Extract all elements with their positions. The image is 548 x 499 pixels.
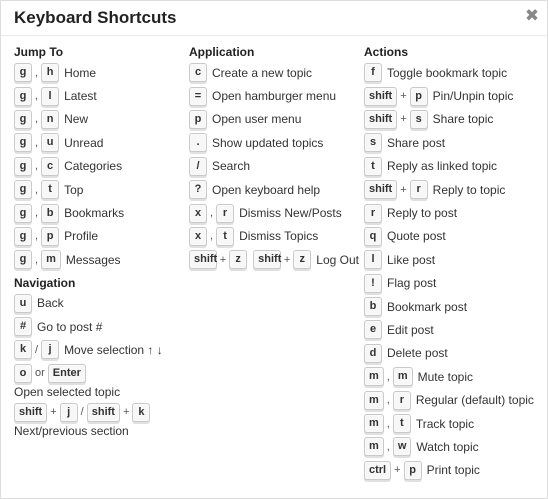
key-separator: , (35, 90, 39, 103)
shortcut-row (364, 225, 544, 248)
key-cap: p (410, 87, 428, 106)
shortcut-description: Toggle bookmark topic (387, 65, 508, 80)
key-cap: ctrl (364, 461, 391, 480)
key-cap: m (364, 367, 384, 386)
key-cap: m (364, 437, 384, 456)
shortcut-row (364, 272, 544, 295)
shortcut-row (189, 131, 359, 154)
shortcut-row (189, 248, 359, 271)
key-cap: x (189, 227, 207, 246)
shortcut-description: Reply to topic (432, 182, 506, 197)
key-cap: k (132, 403, 150, 422)
shortcut-row (14, 155, 179, 178)
key-separator: + (394, 464, 401, 477)
shortcut-row (14, 362, 179, 401)
shortcut-row (364, 388, 544, 411)
shortcut-row (364, 201, 544, 224)
key-separator: + (283, 253, 291, 266)
shortcut-row (14, 292, 179, 315)
shortcut-row (14, 61, 179, 84)
shortcut-row (14, 178, 179, 201)
key-cap: r (410, 180, 428, 199)
shortcut-row (189, 108, 359, 131)
shortcut-row (14, 248, 179, 271)
key-separator: / (35, 343, 39, 356)
shortcut-description: Bookmarks (64, 206, 125, 221)
key-cap: m (364, 414, 384, 433)
shortcut-description: Dismiss New/Posts (239, 206, 342, 221)
shortcut-description: Search (212, 159, 251, 174)
key-cap: shift (364, 110, 397, 129)
shortcut-row (364, 459, 544, 482)
shortcut-row (14, 84, 179, 107)
key-cap: z (229, 250, 247, 269)
shortcut-description: Regular (default) topic (415, 393, 534, 408)
column-application (189, 41, 359, 272)
shortcut-description: Open hamburger menu (212, 89, 337, 104)
column-jump-navigation (14, 41, 179, 440)
key-separator: , (35, 66, 39, 79)
shortcut-description: Log Out (316, 252, 359, 267)
shortcut-row (364, 248, 544, 271)
key-cap: r (364, 204, 382, 223)
key-separator: , (35, 207, 39, 220)
shortcut-description: Print topic (426, 463, 480, 478)
shortcut-list-navigation (14, 292, 179, 440)
key-separator: , (35, 136, 39, 149)
shortcut-row (364, 178, 544, 201)
key-cap: r (393, 391, 411, 410)
key-cap: g (14, 250, 32, 269)
key-cap: t (393, 414, 411, 433)
shortcut-description: Unread (64, 135, 104, 150)
key-cap: g (14, 180, 32, 199)
shortcut-list-jump-to (14, 61, 179, 272)
shortcut-description: Top (64, 182, 84, 197)
key-separator: , (386, 417, 390, 430)
key-cap: g (14, 110, 32, 129)
key-cap: t (216, 227, 234, 246)
shortcut-description: Open keyboard help (212, 182, 321, 197)
key-cap: shift (14, 403, 47, 422)
key-cap: g (14, 133, 32, 152)
section-heading-actions: Actions (364, 45, 409, 59)
shortcut-row (364, 295, 544, 318)
key-cap: shift (364, 87, 397, 106)
shortcut-description: Dismiss Topics (239, 229, 319, 244)
key-separator: , (35, 230, 39, 243)
shortcut-row (189, 84, 359, 107)
key-separator: + (400, 90, 407, 103)
column-actions (364, 41, 544, 482)
shortcut-description: Mute topic (417, 369, 473, 384)
shortcut-description: Categories (64, 159, 123, 174)
key-cap: z (293, 250, 311, 269)
shortcut-row (364, 61, 544, 84)
shortcut-description: Flag post (387, 276, 437, 291)
shortcut-row (189, 201, 359, 224)
key-cap: d (364, 344, 382, 363)
shortcut-row (14, 315, 179, 338)
key-cap: o (14, 364, 32, 383)
shortcut-description: Watch topic (416, 439, 479, 454)
shortcut-row (189, 155, 359, 178)
key-cap: = (189, 87, 207, 106)
key-cap: m (393, 367, 413, 386)
shortcut-list-actions (364, 61, 544, 482)
shortcut-description: Home (64, 65, 97, 80)
shortcut-row (14, 401, 179, 440)
shortcut-row (189, 178, 359, 201)
key-separator: , (35, 253, 39, 266)
key-separator: , (210, 230, 214, 243)
key-cap: b (41, 204, 59, 223)
shortcut-row (14, 201, 179, 224)
key-cap: x (189, 204, 207, 223)
key-cap: p (189, 110, 207, 129)
key-cap: g (14, 63, 32, 82)
key-cap: m (41, 250, 61, 269)
shortcut-description: Bookmark post (387, 299, 468, 314)
shortcut-row (14, 225, 179, 248)
shortcut-description: Reply to post (387, 206, 458, 221)
shortcut-description: Quote post (387, 229, 446, 244)
shortcut-description: Open user menu (212, 112, 302, 127)
shortcut-description: Profile (64, 229, 99, 244)
key-cap: . (189, 133, 207, 152)
key-cap: r (216, 204, 234, 223)
header-divider (1, 35, 547, 36)
shortcut-list-application (189, 61, 359, 272)
key-separator: / (80, 406, 84, 419)
key-cap: shift (87, 403, 120, 422)
key-cap: f (364, 63, 382, 82)
key-separator: , (386, 394, 390, 407)
shortcut-row (14, 338, 179, 361)
shortcut-row (364, 155, 544, 178)
key-separator: + (219, 253, 227, 266)
key-cap: shift (364, 180, 397, 199)
key-separator: , (35, 183, 39, 196)
key-separator: , (386, 370, 390, 383)
key-cap: l (364, 250, 382, 269)
key-separator: , (386, 440, 390, 453)
key-cap: u (41, 133, 59, 152)
key-cap: Enter (48, 364, 86, 383)
key-cap: ? (189, 180, 207, 199)
key-cap: c (189, 63, 207, 82)
shortcut-description: Next/previous section (14, 423, 129, 438)
key-cap: t (41, 180, 59, 199)
key-cap: # (14, 317, 32, 336)
key-cap: shift (253, 250, 281, 269)
key-cap: ! (364, 274, 382, 293)
key-cap: shift (189, 250, 217, 269)
shortcut-description: Go to post # (37, 319, 103, 334)
key-cap: t (364, 157, 382, 176)
key-cap: e (364, 320, 382, 339)
shortcut-description: Open selected topic (14, 384, 121, 399)
shortcut-description: Pin/Unpin topic (432, 89, 514, 104)
key-cap: g (14, 204, 32, 223)
shortcut-description: Reply as linked topic (387, 159, 498, 174)
shortcut-row (14, 108, 179, 131)
key-cap: s (410, 110, 428, 129)
shortcut-row (364, 412, 544, 435)
key-cap: l (41, 87, 59, 106)
key-cap: g (14, 227, 32, 246)
key-cap: g (14, 157, 32, 176)
shortcut-row (364, 108, 544, 131)
shortcut-description: Share topic (432, 112, 494, 127)
key-cap: g (14, 87, 32, 106)
key-cap: j (41, 340, 59, 359)
shortcut-description: Edit post (387, 322, 434, 337)
shortcut-row (364, 84, 544, 107)
key-cap: b (364, 297, 382, 316)
section-heading-navigation: Navigation (14, 275, 76, 290)
key-cap: j (60, 403, 78, 422)
shortcut-description: Show updated topics (212, 135, 324, 150)
key-separator: + (400, 183, 407, 196)
key-cap: c (41, 157, 59, 176)
key-cap: n (41, 110, 59, 129)
key-separator: , (210, 207, 214, 220)
shortcut-row (364, 435, 544, 458)
key-separator: , (35, 113, 39, 126)
key-cap: p (41, 227, 59, 246)
shortcut-description: Track topic (415, 416, 475, 431)
key-cap: m (364, 391, 384, 410)
modal-title: Keyboard Shortcuts (14, 8, 177, 27)
shortcut-description: Latest (64, 89, 97, 104)
shortcut-description: Move selection ↑ ↓ (64, 342, 163, 357)
key-cap: s (364, 133, 382, 152)
shortcut-description: Create a new topic (212, 65, 313, 80)
close-icon[interactable]: ✖ (524, 6, 540, 25)
key-cap: / (189, 157, 207, 176)
shortcut-description: Like post (387, 252, 436, 267)
key-separator: + (400, 113, 407, 126)
key-separator: + (50, 406, 57, 419)
key-separator: or (35, 367, 45, 380)
shortcut-description: Delete post (387, 346, 448, 361)
shortcut-row (189, 61, 359, 84)
key-cap: q (364, 227, 382, 246)
section-heading-jump-to: Jump To (14, 45, 64, 59)
key-separator: , (35, 160, 39, 173)
key-cap: h (41, 63, 59, 82)
key-cap: u (14, 294, 32, 313)
shortcut-row (364, 342, 544, 365)
key-separator: + (122, 406, 130, 419)
shortcut-row (364, 131, 544, 154)
shortcut-description: Messages (65, 252, 121, 267)
shortcut-row (14, 131, 179, 154)
shortcut-row (364, 318, 544, 341)
shortcut-description: Share post (387, 135, 446, 150)
key-cap: p (404, 461, 422, 480)
shortcut-row (364, 365, 544, 388)
section-heading-application: Application (189, 45, 255, 59)
shortcut-description: Back (37, 296, 64, 311)
key-cap: k (14, 340, 32, 359)
key-cap: w (393, 437, 412, 456)
shortcut-row (189, 225, 359, 248)
shortcut-description: New (64, 112, 89, 127)
